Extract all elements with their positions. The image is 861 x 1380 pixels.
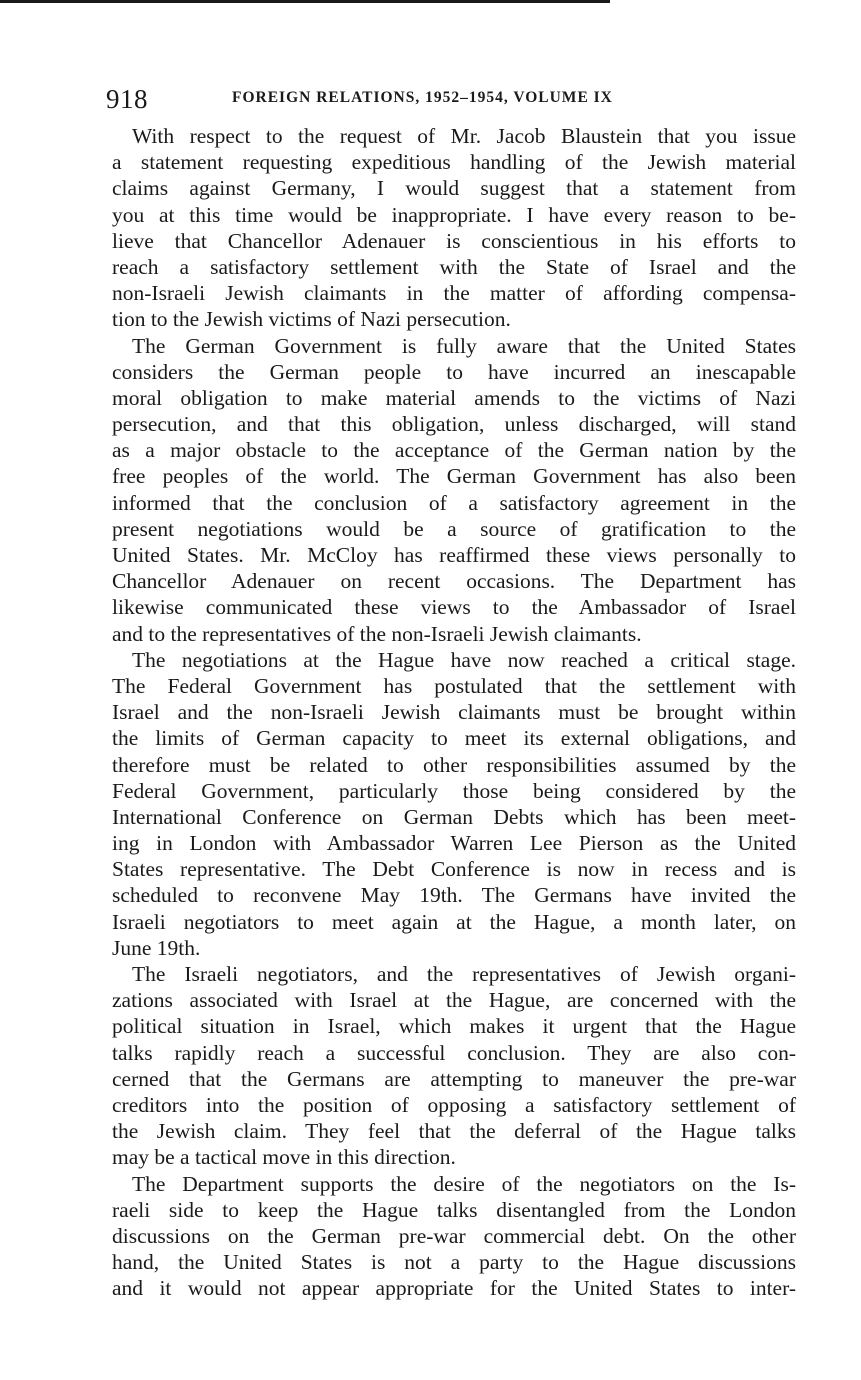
paragraph-2 xyxy=(112,333,796,647)
text-line: hand, the United States is not a party to the Hague discussions xyxy=(112,1250,796,1275)
text-line: may be a tactical move in this direction. xyxy=(112,1145,456,1170)
text-line: considers the German people to have incurred an inescapable xyxy=(112,359,796,384)
text-line: reach a satisfactory settlement with the State of Israel and the xyxy=(112,254,796,279)
text-line: claims against Germany, I would suggest that a statement from xyxy=(112,176,796,201)
paragraph-5 xyxy=(112,1171,796,1302)
page-number: 918 xyxy=(106,84,148,114)
text-line: free peoples of the world. The German Government has also been xyxy=(112,464,796,489)
text-line: The German Government is fully aware that the United States xyxy=(132,333,796,358)
text-line: political situation in Israel, which makes it urgent that the Hague xyxy=(112,1014,796,1039)
text-line: as a major obstacle to the acceptance of the German nation by the xyxy=(112,438,796,463)
text-line: June 19th. xyxy=(112,935,201,960)
running-head: FOREIGN RELATIONS, 1952–1954, VOLUME IX xyxy=(232,89,613,106)
text-line: likewise communicated these views to the Ambassador of Israel xyxy=(112,595,796,620)
text-line: the Jewish claim. They feel that the deferral of the Hague talks xyxy=(112,1119,796,1144)
text-line: therefore must be related to other responsibilities assumed by the xyxy=(112,752,796,777)
text-line: The negotiations at the Hague have now reached a critical stage. xyxy=(132,647,796,672)
text-line: and it would not appear appropriate for the United States to inter- xyxy=(112,1276,796,1301)
text-line: you at this time would be inappropriate. I have every reason to be- xyxy=(112,202,796,227)
text-line: States representative. The Debt Conference is now in recess and is xyxy=(112,857,796,882)
text-line: moral obligation to make material amends to the victims of Nazi xyxy=(112,385,796,410)
text-line: tion to the Jewish victims of Nazi persecution. xyxy=(112,307,511,332)
text-line: a statement requesting expeditious handling of the Jewish material xyxy=(112,150,796,175)
text-line: Israel and the non-Israeli Jewish claimants must be brought within xyxy=(112,700,796,725)
text-line: Federal Government, particularly those being considered by the xyxy=(112,778,796,803)
text-line: talks rapidly reach a successful conclusion. They are also con- xyxy=(112,1040,796,1065)
text-line: With respect to the request of Mr. Jacob Blaustein that you issue xyxy=(132,124,796,148)
text-line: United States. Mr. McCloy has reaffirmed these views personally to xyxy=(112,543,796,567)
text-line: Israeli negotiators to meet again at the Hague, a month later, on xyxy=(112,909,796,934)
text-line: lieve that Chancellor Adenauer is conscientious in his efforts to xyxy=(112,228,796,253)
paragraph-4 xyxy=(112,961,796,1171)
text-line: discussions on the German pre-war commercial debt. On the other xyxy=(112,1223,796,1248)
paragraph-3 xyxy=(112,647,796,961)
paragraph-1 xyxy=(112,123,796,333)
text-line: cerned that the Germans are attempting to maneuver the pre-war xyxy=(112,1066,796,1091)
body-text xyxy=(112,123,796,1301)
text-line: scheduled to reconvene May 19th. The Germans have invited the xyxy=(112,883,796,908)
text-line: informed that the conclusion of a satisfactory agreement in the xyxy=(112,490,796,515)
text-line: The Department supports the desire of the negotiators on the Is- xyxy=(132,1171,796,1196)
text-line: International Conference on German Debts which has been meet- xyxy=(112,804,796,829)
text-line: persecution, and that this obligation, unless discharged, will stand xyxy=(112,412,796,437)
text-line: present negotiations would be a source of gratification to the xyxy=(112,516,796,541)
page-header xyxy=(106,84,806,116)
text-line: The Federal Government has postulated that the settlement with xyxy=(112,673,796,698)
text-line: The Israeli negotiators, and the representatives of Jewish organi- xyxy=(132,962,796,986)
text-line: the limits of German capacity to meet its external obligations, and xyxy=(112,726,796,751)
text-line: raeli side to keep the Hague talks disentangled from the London xyxy=(112,1197,796,1222)
top-rule xyxy=(0,0,610,3)
text-line: creditors into the position of opposing a satisfactory settlement of xyxy=(112,1092,796,1117)
text-line: ing in London with Ambassador Warren Lee Pierson as the United xyxy=(112,831,796,856)
text-line: and to the representatives of the non-Israeli Jewish claimants. xyxy=(112,621,642,646)
text-line: zations associated with Israel at the Hague, are concerned with the xyxy=(112,988,796,1013)
text-line: Chancellor Adenauer on recent occasions. The Department has xyxy=(112,569,796,594)
text-line: non-Israeli Jewish claimants in the matter of affording compensa- xyxy=(112,281,796,306)
